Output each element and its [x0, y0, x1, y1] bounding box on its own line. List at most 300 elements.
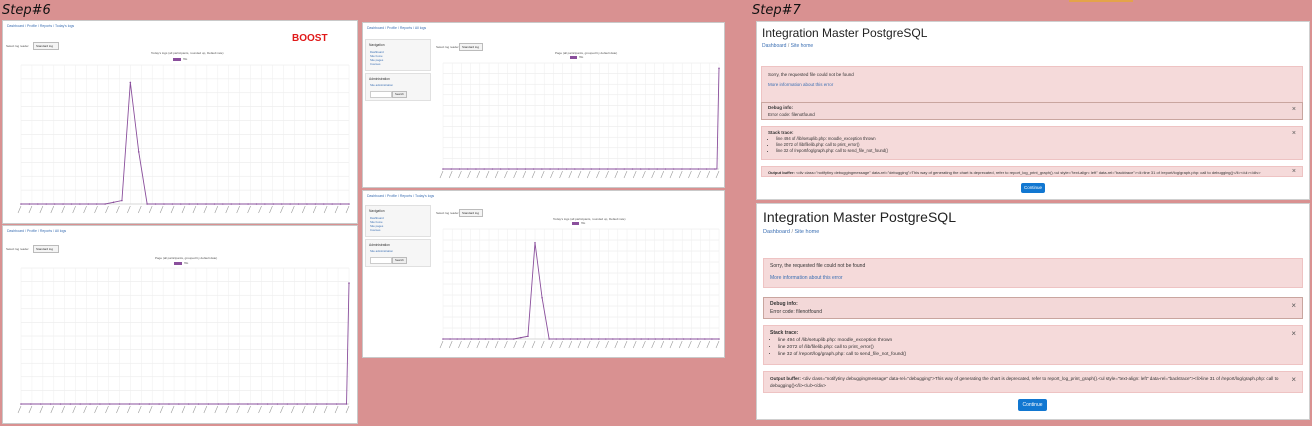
- data-point: [534, 242, 536, 244]
- x-tick-label: [698, 171, 701, 178]
- x-tick-label: [550, 341, 553, 348]
- data-point: [217, 403, 219, 405]
- nav-item[interactable]: Dashboard: [370, 216, 384, 220]
- data-point: [566, 168, 568, 170]
- x-tick-label: [523, 341, 526, 348]
- data-point: [500, 168, 502, 170]
- data-point: [178, 403, 180, 405]
- x-tick-label: [237, 406, 240, 413]
- data-point: [549, 168, 551, 170]
- x-tick-label: [477, 171, 480, 178]
- x-tick-label: [73, 406, 76, 413]
- top-accent-bar: [1069, 0, 1133, 2]
- x-tick-label: [624, 341, 627, 348]
- data-point: [256, 203, 258, 205]
- nav-item[interactable]: Courses: [370, 62, 381, 66]
- x-tick-label: [116, 406, 119, 413]
- breadcrumb-item[interactable]: Profile: [27, 229, 37, 233]
- hits-line-chart: [435, 61, 721, 183]
- select-value: Standard log: [462, 45, 480, 49]
- x-tick-label: [578, 171, 581, 178]
- x-tick-label: [62, 206, 65, 213]
- data-point: [683, 338, 685, 340]
- data-point: [30, 403, 32, 405]
- log-reader-select[interactable]: [459, 209, 483, 217]
- data-point: [289, 203, 291, 205]
- more-info-link[interactable]: More information about this error: [770, 275, 843, 281]
- stack-title: Stack trace:: [770, 330, 799, 336]
- stack-item: • line 32 of /report/log/graph.php: call to send_file_not_found(): [776, 148, 888, 154]
- data-point: [463, 338, 465, 340]
- data-point: [40, 403, 42, 405]
- data-point: [99, 403, 101, 405]
- data-point: [87, 203, 89, 205]
- breadcrumb-site-home[interactable]: Site home: [790, 43, 814, 49]
- data-point: [442, 338, 444, 340]
- data-point: [96, 203, 98, 205]
- chart-title: Today's logs (all participants, rounded up, Default rate): [151, 51, 224, 55]
- x-tick-label: [226, 206, 229, 213]
- breadcrumb-item[interactable]: Dashboard: [367, 26, 385, 30]
- data-point: [79, 403, 81, 405]
- data-point: [599, 168, 601, 170]
- nav-item[interactable]: Dashboard: [370, 50, 384, 54]
- data-point: [506, 338, 508, 340]
- data-point: [45, 203, 47, 205]
- data-point: [665, 168, 667, 170]
- breadcrumb-item[interactable]: Reports: [399, 26, 413, 30]
- data-point: [640, 338, 642, 340]
- debug-title: Debug info:: [768, 105, 793, 110]
- stack-item: • line 494 of /lib/setuplib.php: moodle_exception thrown: [778, 337, 906, 344]
- data-point: [89, 403, 91, 405]
- data-point: [632, 168, 634, 170]
- debug-text: Error code: filenotfound: [768, 112, 815, 117]
- output-label: Output buffer:: [770, 376, 801, 381]
- legend-label: Hits: [579, 56, 584, 59]
- breadcrumb-dashboard[interactable]: Dashboard: [763, 229, 790, 235]
- breadcrumb-item[interactable]: Profile: [387, 26, 397, 30]
- data-point: [71, 203, 73, 205]
- x-tick-label: [716, 171, 719, 178]
- nav-item[interactable]: Courses: [370, 228, 381, 232]
- data-point: [591, 338, 593, 340]
- x-tick-label: [215, 206, 218, 213]
- x-tick-label: [193, 406, 196, 413]
- x-tick-label: [18, 206, 21, 213]
- data-point: [60, 403, 62, 405]
- data-point: [315, 203, 317, 205]
- data-point: [277, 403, 279, 405]
- data-point: [499, 338, 501, 340]
- x-tick-label: [105, 406, 108, 413]
- data-point: [647, 338, 649, 340]
- data-point: [563, 338, 565, 340]
- data-point: [690, 338, 692, 340]
- x-tick-label: [269, 206, 272, 213]
- data-point: [346, 403, 348, 405]
- select-log-reader-label: Select log reader: [6, 44, 29, 48]
- x-tick-label: [514, 171, 517, 178]
- data-point: [230, 203, 232, 205]
- close-icon[interactable]: ×: [1291, 375, 1296, 384]
- data-point: [121, 200, 123, 202]
- chart-title: Page (all participants, grouped by default date): [155, 256, 218, 260]
- data-point: [607, 168, 609, 170]
- x-tick-label: [313, 406, 316, 413]
- data-point: [598, 338, 600, 340]
- data-point: [247, 203, 249, 205]
- data-point: [222, 203, 224, 205]
- data-point: [227, 403, 229, 405]
- data-point: [79, 203, 81, 205]
- data-point: [697, 338, 699, 340]
- data-point: [711, 338, 713, 340]
- breadcrumb: Dashboard / Site home: [762, 43, 814, 49]
- more-info-link[interactable]: More information about this error: [768, 82, 834, 87]
- data-point: [208, 403, 210, 405]
- x-tick-label: [578, 341, 581, 348]
- debug-text: Error code: filenotfound: [770, 309, 822, 315]
- x-tick-label: [661, 341, 664, 348]
- admin-search-button[interactable]: Search: [392, 91, 407, 98]
- data-point: [163, 203, 165, 205]
- x-tick-label: [291, 206, 294, 213]
- data-point: [306, 203, 308, 205]
- x-tick-label: [495, 171, 498, 178]
- error-message: Sorry, the requested file could not be found: [770, 263, 866, 269]
- output-text: <div class="notifytiny debuggingmessage" data-rel="debugging">This way of generating the chart is deprecated, refer to report_log_print_graph().<ul style="text-align: left" data-rel="backtrace"><li>line 31 of /report/log/graph.php: call to debugging()</li></ul></div>: [796, 170, 1261, 175]
- admin-item[interactable]: Site administration: [370, 83, 394, 87]
- data-point: [558, 168, 560, 170]
- data-point: [590, 168, 592, 170]
- data-point: [615, 168, 617, 170]
- data-point: [273, 203, 275, 205]
- chart-panel-today: [2, 20, 358, 224]
- data-point: [158, 403, 160, 405]
- data-point: [584, 338, 586, 340]
- x-tick-label: [633, 341, 636, 348]
- data-point: [516, 168, 518, 170]
- nav-item[interactable]: Site pages: [370, 224, 384, 228]
- breadcrumb-site-home[interactable]: Site home: [794, 229, 820, 235]
- x-tick-label: [560, 171, 563, 178]
- x-tick-label: [440, 171, 443, 178]
- breadcrumb-item[interactable]: Dashboard: [7, 24, 25, 28]
- data-point: [582, 168, 584, 170]
- data-point: [718, 338, 720, 340]
- x-tick-label: [51, 406, 54, 413]
- x-tick-label: [670, 341, 673, 348]
- x-tick-label: [160, 406, 163, 413]
- data-point: [527, 335, 529, 337]
- data-point: [483, 168, 485, 170]
- breadcrumb: Dashboard / Profile / Reports / Today's logs: [7, 24, 75, 28]
- step7-label: Step#7: [752, 3, 801, 18]
- data-point: [155, 203, 157, 205]
- stack-item: • line 494 of /lib/setuplib.php: moodle_exception thrown: [776, 136, 888, 142]
- data-point: [348, 282, 350, 284]
- x-tick-label: [324, 206, 327, 213]
- x-tick-label: [160, 206, 163, 213]
- data-point: [205, 203, 207, 205]
- x-tick-label: [171, 206, 174, 213]
- x-tick-label: [486, 341, 489, 348]
- data-point: [513, 338, 515, 340]
- x-tick-label: [95, 206, 98, 213]
- data-point: [104, 203, 106, 205]
- legend-swatch: [572, 222, 579, 225]
- chart-panel-all: [2, 225, 358, 424]
- data-point: [577, 338, 579, 340]
- breadcrumb-item[interactable]: Profile: [27, 24, 37, 28]
- close-icon[interactable]: ×: [1291, 301, 1296, 310]
- data-point: [239, 203, 241, 205]
- data-point: [471, 338, 473, 340]
- close-icon[interactable]: ×: [1291, 106, 1296, 113]
- x-tick-label: [204, 406, 207, 413]
- x-tick-label: [105, 206, 108, 213]
- data-point: [287, 403, 289, 405]
- breadcrumb-item[interactable]: Reports: [39, 229, 53, 233]
- stack-trace-alert: [763, 325, 1303, 365]
- x-tick-label: [550, 171, 553, 178]
- data-point: [113, 201, 115, 203]
- administration-block: [365, 239, 431, 267]
- log-reader-select[interactable]: [459, 43, 483, 51]
- close-icon[interactable]: ×: [1291, 329, 1296, 338]
- x-tick-label: [688, 171, 691, 178]
- data-point: [619, 338, 621, 340]
- data-point: [281, 203, 283, 205]
- breadcrumb-item[interactable]: Today's logs: [415, 194, 435, 198]
- x-tick-label: [51, 206, 54, 213]
- data-point: [172, 203, 174, 205]
- data-point: [20, 403, 22, 405]
- data-point: [662, 338, 664, 340]
- stack-trace-alert: [761, 126, 1303, 160]
- x-tick-label: [346, 206, 349, 213]
- data-point: [119, 403, 121, 405]
- breadcrumb-dashboard[interactable]: Dashboard: [762, 43, 787, 49]
- data-point: [508, 168, 510, 170]
- output-buffer-alert: [761, 166, 1303, 177]
- x-tick-label: [335, 406, 338, 413]
- nav-item[interactable]: Site home: [370, 220, 383, 224]
- legend-swatch: [174, 262, 182, 265]
- admin-search-input[interactable]: [370, 257, 392, 264]
- admin-item[interactable]: Site administration: [370, 249, 394, 253]
- x-tick-label: [40, 206, 43, 213]
- breadcrumb-item[interactable]: Dashboard: [367, 194, 385, 198]
- close-icon[interactable]: ×: [1291, 130, 1296, 137]
- breadcrumb: Dashboard / Profile / Reports / All logs: [7, 229, 67, 233]
- data-point: [148, 403, 150, 405]
- data-point: [492, 168, 494, 170]
- admin-title: Administration: [369, 77, 390, 81]
- admin-title: Administration: [369, 243, 390, 247]
- x-tick-label: [449, 171, 452, 178]
- output-buffer-line: [770, 376, 1280, 389]
- x-tick-label: [440, 341, 443, 348]
- data-point: [267, 403, 269, 405]
- x-tick-label: [624, 171, 627, 178]
- x-tick-label: [248, 406, 251, 413]
- error-page-large: [756, 203, 1310, 420]
- data-point: [655, 338, 657, 340]
- x-tick-label: [193, 206, 196, 213]
- x-tick-label: [171, 406, 174, 413]
- data-point: [197, 203, 199, 205]
- data-point: [626, 338, 628, 340]
- x-tick-label: [652, 341, 655, 348]
- data-point: [37, 203, 39, 205]
- data-point: [648, 168, 650, 170]
- admin-search-button[interactable]: Search: [392, 257, 407, 264]
- select-log-reader-label: Select log reader: [436, 211, 459, 215]
- x-tick-label: [18, 406, 21, 413]
- breadcrumb-item[interactable]: Today's logs: [55, 24, 75, 28]
- x-tick-label: [346, 406, 349, 413]
- log-reader-select[interactable]: [33, 245, 59, 253]
- data-point: [574, 168, 576, 170]
- x-tick-label: [514, 341, 517, 348]
- data-point: [449, 338, 451, 340]
- continue-button[interactable]: Continue: [1021, 183, 1045, 193]
- x-tick-label: [182, 206, 185, 213]
- x-tick-label: [313, 206, 316, 213]
- x-tick-label: [615, 341, 618, 348]
- data-point: [247, 403, 249, 405]
- x-tick-label: [259, 406, 262, 413]
- data-point: [188, 403, 190, 405]
- data-point: [459, 168, 461, 170]
- x-tick-label: [149, 406, 152, 413]
- data-point: [704, 338, 706, 340]
- hits-line-chart: [13, 63, 351, 218]
- navigation-block: [365, 39, 431, 71]
- x-tick-label: [449, 341, 452, 348]
- nav-item[interactable]: Site home: [370, 54, 383, 58]
- x-tick-label: [84, 406, 87, 413]
- data-point: [20, 203, 22, 205]
- select-log-reader-label: Select log reader: [6, 247, 29, 251]
- x-tick-label: [587, 171, 590, 178]
- x-tick-label: [642, 171, 645, 178]
- data-point: [336, 403, 338, 405]
- data-point: [168, 403, 170, 405]
- data-point: [29, 203, 31, 205]
- data-point: [656, 168, 658, 170]
- stack-list: [768, 337, 906, 358]
- x-tick-label: [716, 341, 719, 348]
- data-point: [633, 338, 635, 340]
- stack-item: • line 2072 of /lib/filelib.php: call to print_error(): [776, 142, 888, 148]
- navigation-block: [365, 205, 431, 237]
- log-reader-select[interactable]: [33, 42, 59, 50]
- breadcrumb-item[interactable]: Reports: [39, 24, 53, 28]
- administration-block: [365, 73, 431, 101]
- x-tick-label: [259, 206, 262, 213]
- boost-label: BOOST: [292, 33, 328, 44]
- x-tick-label: [138, 206, 141, 213]
- x-tick-label: [698, 341, 701, 348]
- x-tick-label: [486, 171, 489, 178]
- data-point: [450, 168, 452, 170]
- breadcrumb: Dashboard / Profile / Reports / All logs: [367, 26, 427, 30]
- data-point: [689, 168, 691, 170]
- x-tick-label: [280, 406, 283, 413]
- data-point: [456, 338, 458, 340]
- data-point: [467, 168, 469, 170]
- data-point: [129, 403, 131, 405]
- breadcrumb-item[interactable]: All logs: [54, 229, 67, 233]
- breadcrumb-item[interactable]: Profile: [387, 194, 397, 198]
- nav-item[interactable]: Site pages: [370, 58, 384, 62]
- x-tick-label: [237, 206, 240, 213]
- select-value: Standard log: [36, 44, 54, 48]
- hits-line-chart: [13, 266, 351, 418]
- data-point: [541, 168, 543, 170]
- x-tick-label: [495, 341, 498, 348]
- data-point: [623, 168, 625, 170]
- data-point: [214, 203, 216, 205]
- legend-swatch: [570, 56, 577, 59]
- data-point: [146, 203, 148, 205]
- x-tick-label: [541, 341, 544, 348]
- data-point: [348, 203, 350, 205]
- x-tick-label: [127, 206, 130, 213]
- output-buffer-line: [768, 170, 1288, 175]
- data-point: [264, 203, 266, 205]
- x-tick-label: [468, 341, 471, 348]
- x-tick-label: [532, 171, 535, 178]
- data-point: [323, 203, 325, 205]
- x-tick-label: [458, 171, 461, 178]
- data-point: [62, 203, 64, 205]
- x-tick-label: [73, 206, 76, 213]
- x-tick-label: [707, 341, 710, 348]
- breadcrumb-item[interactable]: Reports: [399, 194, 413, 198]
- x-tick-label: [679, 341, 682, 348]
- data-point: [130, 82, 132, 84]
- x-tick-label: [248, 206, 251, 213]
- x-tick-label: [62, 406, 65, 413]
- x-tick-label: [504, 341, 507, 348]
- x-tick-label: [149, 206, 152, 213]
- admin-search-input[interactable]: [370, 91, 392, 98]
- data-point: [605, 338, 607, 340]
- x-tick-label: [541, 171, 544, 178]
- chart-panel-nav-today: [362, 190, 725, 358]
- breadcrumb-item[interactable]: Dashboard: [7, 229, 25, 233]
- data-point: [326, 403, 328, 405]
- site-title: Integration Master PostgreSQL: [763, 209, 956, 225]
- data-point: [718, 68, 720, 70]
- legend-swatch: [173, 58, 181, 61]
- data-point: [612, 338, 614, 340]
- x-tick-label: [615, 171, 618, 178]
- breadcrumb-item[interactable]: All logs: [414, 26, 427, 30]
- data-point: [570, 338, 572, 340]
- close-icon[interactable]: ×: [1291, 168, 1296, 175]
- x-tick-label: [302, 206, 305, 213]
- data-point: [555, 338, 557, 340]
- stack-item: • line 32 of /report/log/graph.php: call to send_file_not_found(): [778, 351, 906, 358]
- error-alert: [763, 258, 1303, 288]
- continue-button[interactable]: Continue: [1018, 399, 1047, 411]
- data-point: [296, 403, 298, 405]
